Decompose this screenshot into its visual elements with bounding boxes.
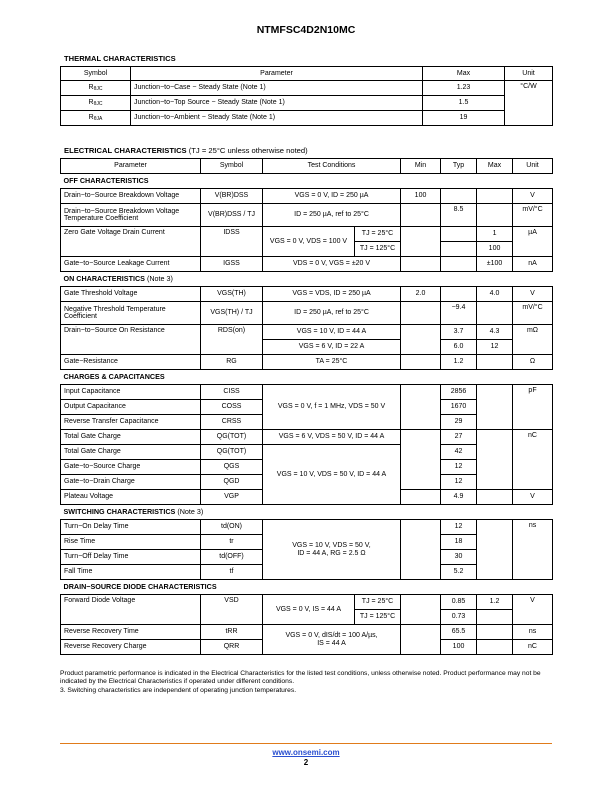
electrical-table (60, 158, 553, 655)
tj-cell: TJ = 25°C (355, 227, 401, 242)
table-row (61, 385, 553, 400)
thermal-parameter: Junction−to−Case − Steady State (Note 1) (131, 81, 423, 96)
typ-cell: 2856 (441, 385, 477, 400)
test-cell: VGS = 10 V, VDS = 50 V, ID = 44 A (263, 445, 401, 505)
param-line: Temperature Coefficient (64, 215, 139, 222)
typ-cell: 12 (441, 460, 477, 475)
table-row (61, 204, 553, 227)
switching-note: (Note 3) (177, 507, 204, 517)
unit-cell: nC (513, 430, 553, 490)
max-cell: 1 (477, 227, 513, 242)
typ-cell: 18 (441, 535, 477, 550)
param-cell: Gate−Resistance (61, 355, 201, 370)
table-row (61, 81, 553, 96)
table-row (61, 257, 553, 272)
electrical-section-title (64, 146, 308, 155)
page-number: 2 (303, 758, 309, 767)
footer-divider (60, 743, 552, 744)
unit-cell: V (513, 189, 553, 204)
diode-group-title: DRAIN−SOURCE DIODE CHARACTERISTICS (61, 580, 553, 595)
typ-cell: 5.2 (441, 565, 477, 580)
max-cell: 4.3 (477, 325, 513, 340)
test-cell: VGS = 6 V, ID = 22 A (263, 340, 401, 355)
unit-cell: mΩ (513, 325, 553, 355)
on-title: ON CHARACTERISTICS (63, 274, 145, 284)
param-cell: Rise Time (61, 535, 201, 550)
param-line: Coefficient (64, 313, 97, 320)
param-cell: Gate−to−Source Leakage Current (61, 257, 201, 272)
unit-cell: ns (513, 625, 553, 640)
max-cell: 12 (477, 340, 513, 355)
thermal-header-unit: Unit (505, 67, 553, 81)
elec-header-parameter: Parameter (61, 159, 201, 174)
symbol-cell: V(BR)DSS (201, 189, 263, 204)
thermal-max: 19 (423, 111, 505, 126)
symbol-cell: tr (201, 535, 263, 550)
param-cell: Turn−On Delay Time (61, 520, 201, 535)
typ-cell: −9.4 (441, 302, 477, 325)
unit-cell: V (513, 490, 553, 505)
test-cell: VGS = 6 V, VDS = 50 V, ID = 44 A (263, 430, 401, 445)
param-cell: Reverse Transfer Capacitance (61, 415, 201, 430)
symbol-cell: COSS (201, 400, 263, 415)
thermal-parameter: Junction−to−Top Source − Steady State (Note 1) (131, 96, 423, 111)
table-row (61, 111, 553, 126)
symbol-cell: CRSS (201, 415, 263, 430)
typ-cell: 30 (441, 550, 477, 565)
test-cell (263, 625, 401, 655)
param-line: Drain−to−Source Breakdown Voltage (64, 207, 180, 215)
off-group-title: OFF CHARACTERISTICS (61, 174, 553, 189)
table-row (61, 302, 553, 325)
test-cell: VGS = 0 V, VDS = 100 V (263, 227, 355, 257)
symbol-cell: QG(TOT) (201, 445, 263, 460)
test-cell: VGS = 0 V, f = 1 MHz, VDS = 50 V (263, 385, 401, 430)
typ-cell: 3.7 (441, 325, 477, 340)
param-cell: Gate−to−Source Charge (61, 460, 201, 475)
param-cell: Gate−to−Drain Charge (61, 475, 201, 490)
max-cell: 4.0 (477, 287, 513, 302)
electrical-title: ELECTRICAL CHARACTERISTICS (64, 146, 187, 155)
charges-group-title: CHARGES & CAPACITANCES (61, 370, 553, 385)
table-row (61, 355, 553, 370)
param-cell: Drain−to−Source Breakdown Voltage (61, 189, 201, 204)
param-cell: Fall Time (61, 565, 201, 580)
tj-cell: TJ = 125°C (355, 610, 401, 625)
on-group-title (61, 272, 553, 287)
elec-header-typ: Typ (441, 159, 477, 174)
tj-cell: TJ = 125°C (355, 242, 401, 257)
elec-header-min: Min (401, 159, 441, 174)
typ-cell: 27 (441, 430, 477, 445)
symbol-cell: QGS (201, 460, 263, 475)
typ-cell: 12 (441, 520, 477, 535)
param-cell: Total Gate Charge (61, 445, 201, 460)
param-cell: Input Capacitance (61, 385, 201, 400)
test-cell: ID = 250 µA, ref to 25°C (263, 302, 401, 325)
table-row (61, 430, 553, 445)
symbol-cell: VSD (201, 595, 263, 625)
table-row (61, 625, 553, 640)
unit-cell: mV/°C (513, 302, 553, 325)
symbol-cell: tRR (201, 625, 263, 640)
thermal-parameter: Junction−to−Ambient − Steady State (Note 1) (131, 111, 423, 126)
table-row (61, 189, 553, 204)
table-row (61, 595, 553, 610)
test-cell: ID = 250 µA, ref to 25°C (263, 204, 401, 227)
table-row (61, 227, 553, 242)
symbol-cell: VGS(TH) / TJ (201, 302, 263, 325)
max-cell: 1.2 (477, 595, 513, 610)
thermal-header-symbol: Symbol (61, 67, 131, 81)
typ-cell: 65.5 (441, 625, 477, 640)
param-cell: Plateau Voltage (61, 490, 201, 505)
elec-header-max: Max (477, 159, 513, 174)
unit-cell: V (513, 595, 553, 625)
note-3: 3. Switching characteristics are independent of operating junction temperatures. (60, 686, 297, 694)
unit-cell: V (513, 287, 553, 302)
test-cell: VGS = VDS, ID = 250 µA (263, 287, 401, 302)
min-cell: 100 (401, 189, 441, 204)
unit-cell: µA (513, 227, 553, 257)
typ-cell: 100 (441, 640, 477, 655)
symbol-cell: IDSS (201, 227, 263, 257)
thermal-table (60, 66, 553, 126)
typ-cell: 4.9 (441, 490, 477, 505)
symbol-cell: CISS (201, 385, 263, 400)
switching-title: SWITCHING CHARACTERISTICS (63, 507, 176, 517)
min-cell: 2.0 (401, 287, 441, 302)
thermal-symbol-sub: θJC (93, 101, 103, 108)
typ-cell: 6.0 (441, 340, 477, 355)
thermal-symbol: R (88, 84, 94, 92)
thermal-symbol-sub: θJA (93, 116, 103, 123)
symbol-cell: VGP (201, 490, 263, 505)
max-cell: 100 (477, 242, 513, 257)
symbol-cell: QRR (201, 640, 263, 655)
elec-header-symbol: Symbol (201, 159, 263, 174)
typ-cell: 1670 (441, 400, 477, 415)
max-cell: ±100 (477, 257, 513, 272)
switching-group-title (61, 505, 553, 520)
typ-cell: 12 (441, 475, 477, 490)
tj-cell: TJ = 25°C (355, 595, 401, 610)
thermal-header-max: Max (423, 67, 505, 81)
symbol-cell: tf (201, 565, 263, 580)
thermal-unit: °C/W (505, 81, 553, 126)
thermal-symbol: R (88, 99, 94, 107)
param-cell: Turn−Off Delay Time (61, 550, 201, 565)
symbol-cell: td(OFF) (201, 550, 263, 565)
thermal-header-parameter: Parameter (131, 67, 423, 81)
thermal-symbol: R (88, 114, 94, 122)
unit-cell: ns (513, 520, 553, 580)
table-row (61, 287, 553, 302)
table-row (61, 325, 553, 340)
symbol-cell: VGS(TH) (201, 287, 263, 302)
table-row (61, 96, 553, 111)
symbol-cell: RDS(on) (201, 325, 263, 355)
test-line: VGS = 10 V, VDS = 50 V, (292, 542, 371, 550)
test-cell (263, 520, 401, 580)
typ-cell: 29 (441, 415, 477, 430)
param-cell: Total Gate Charge (61, 430, 201, 445)
symbol-cell: RG (201, 355, 263, 370)
electrical-condition: (TJ = 25°C unless otherwise noted) (188, 146, 308, 155)
param-cell: Reverse Recovery Charge (61, 640, 201, 655)
document-title: NTMFSC4D2N10MC (256, 24, 356, 36)
param-cell: Reverse Recovery Time (61, 625, 201, 640)
symbol-cell: V(BR)DSS / TJ (201, 204, 263, 227)
notes-block (60, 670, 560, 695)
unit-cell: Ω (513, 355, 553, 370)
param-cell: Zero Gate Voltage Drain Current (61, 227, 201, 257)
unit-cell: pF (513, 385, 553, 430)
typ-cell: 0.73 (441, 610, 477, 625)
param-line: Negative Threshold Temperature (64, 305, 166, 313)
on-note: (Note 3) (146, 274, 173, 284)
test-cell: VGS = 0 V, IS = 44 A (263, 595, 355, 625)
unit-cell: nC (513, 640, 553, 655)
thermal-section-title: THERMAL CHARACTERISTICS (64, 54, 176, 63)
param-cell: Gate Threshold Voltage (61, 287, 201, 302)
symbol-cell: IGSS (201, 257, 263, 272)
elec-header-unit: Unit (513, 159, 553, 174)
thermal-max: 1.23 (423, 81, 505, 96)
thermal-max: 1.5 (423, 96, 505, 111)
test-cell: VGS = 0 V, ID = 250 µA (263, 189, 401, 204)
typ-cell: 0.85 (441, 595, 477, 610)
test-line: VGS = 0 V, dIS/dt = 100 A/µs, (285, 632, 378, 640)
param-cell: Forward Diode Voltage (61, 595, 201, 625)
footer-website-link[interactable]: www.onsemi.com (272, 748, 340, 757)
test-cell: VDS = 0 V, VGS = ±20 V (263, 257, 401, 272)
test-line: IS = 44 A (317, 639, 346, 647)
note-parametric: Product parametric performance is indicated in the Electrical Characteristics for the listed test conditions, unless otherwise noted. Product performance may not be indicated by the Electrical Characteristics if operated under different conditions. (60, 670, 541, 686)
param-cell: Drain−to−Source On Resistance (61, 325, 201, 355)
param-cell: Output Capacitance (61, 400, 201, 415)
symbol-cell: td(ON) (201, 520, 263, 535)
typ-cell: 1.2 (441, 355, 477, 370)
symbol-cell: QG(TOT) (201, 430, 263, 445)
test-line: ID = 44 A, RG = 2.5 Ω (297, 549, 366, 557)
unit-cell: mV/°C (513, 204, 553, 227)
thermal-symbol-sub: θJC (93, 86, 103, 93)
symbol-cell: QGD (201, 475, 263, 490)
table-row (61, 520, 553, 535)
test-cell: TA = 25°C (263, 355, 401, 370)
elec-header-test: Test Conditions (263, 159, 401, 174)
typ-cell: 8.5 (441, 204, 477, 227)
test-cell: VGS = 10 V, ID = 44 A (263, 325, 401, 340)
typ-cell: 42 (441, 445, 477, 460)
unit-cell: nA (513, 257, 553, 272)
